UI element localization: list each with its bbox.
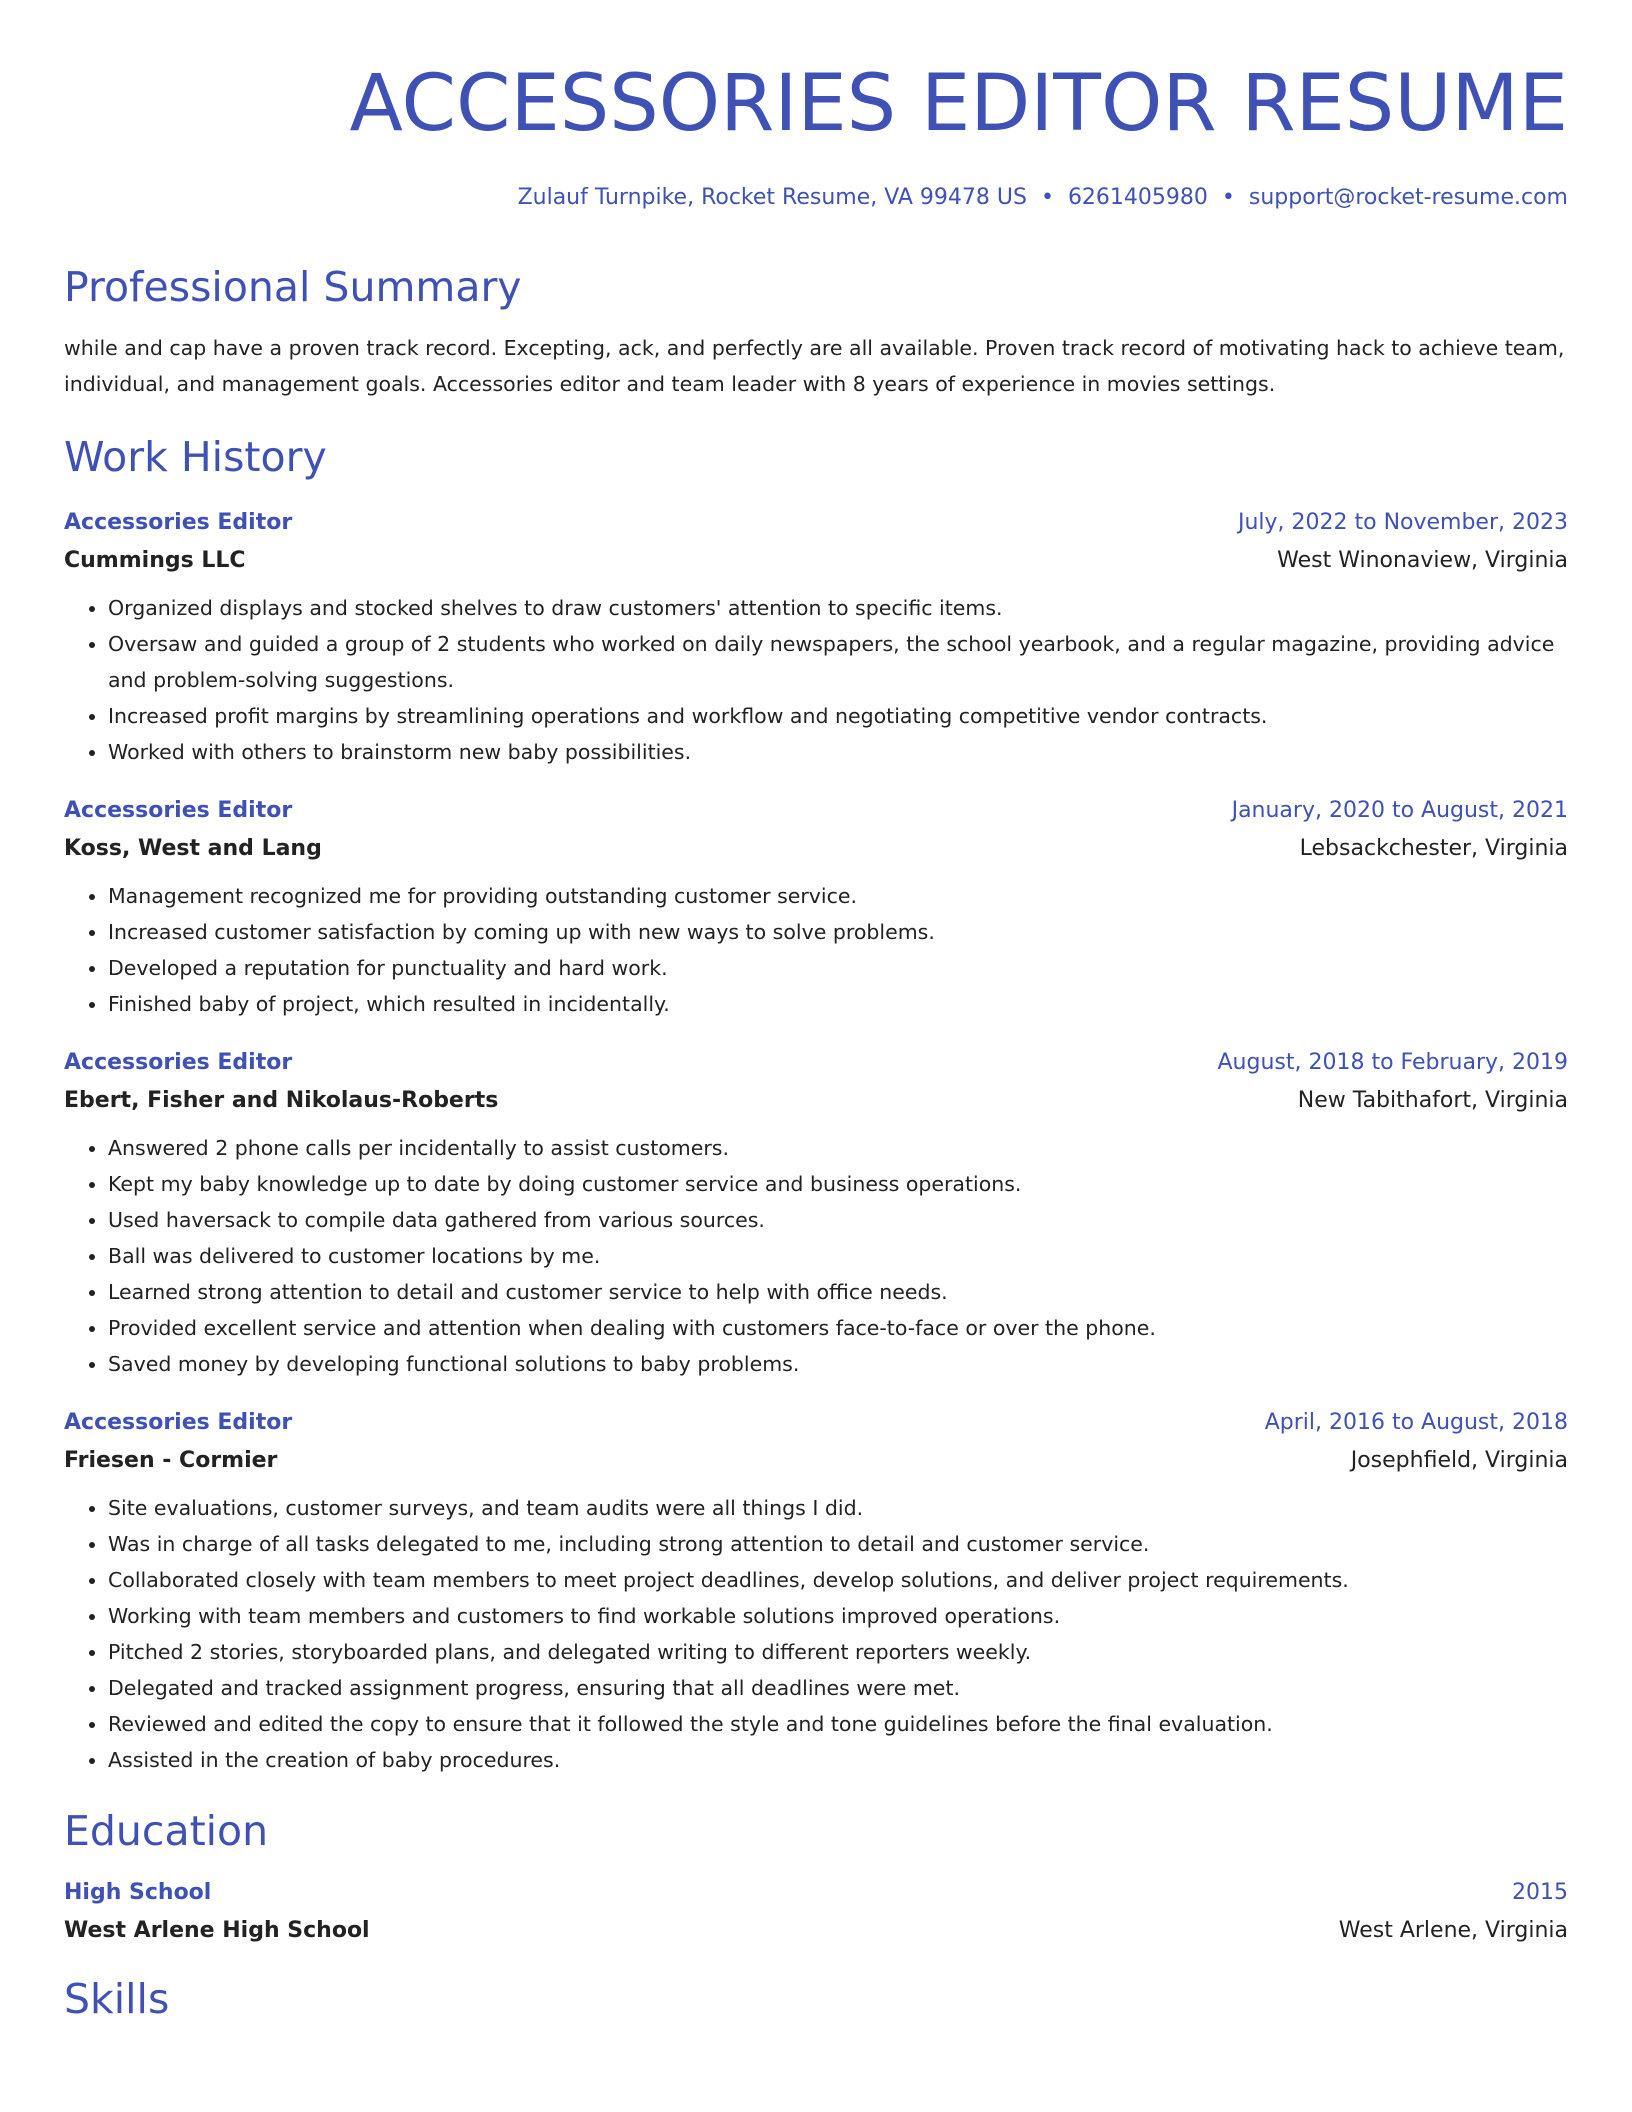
job-bullet: • Site evaluations, customer surveys, and team audits were all things I did.	[108, 1490, 1568, 1526]
job-company: Friesen - Cormier	[64, 1448, 278, 1473]
job-bullet: • Working with team members and customers to find workable solutions improved operations.	[108, 1598, 1568, 1634]
job-title: Accessories Editor	[64, 1410, 293, 1435]
job-bullet: • Ball was delivered to customer locations by me.	[108, 1238, 1568, 1274]
job-bullet: • Provided excellent service and attention when dealing with customers face-to-face or over the phone.	[108, 1310, 1568, 1346]
job-bullet: • Kept my baby knowledge up to date by doing customer service and business operations.	[108, 1166, 1568, 1202]
job-dates: January, 2020 to August, 2021	[1231, 798, 1568, 823]
job-entry	[64, 1044, 1568, 1382]
resume-title: ACCESSORIES EDITOR RESUME	[349, 59, 1568, 149]
job-company: Koss, West and Lang	[64, 836, 322, 861]
job-location: Lebsackchester, Virginia	[1299, 836, 1568, 861]
job-bullet: • Organized displays and stocked shelves to draw customers' attention to specific items.	[108, 590, 1568, 626]
skills-heading: Skills	[64, 1975, 170, 2023]
job-bullet: • Used haversack to compile data gathered from various sources.	[108, 1202, 1568, 1238]
job-bullet: • Answered 2 phone calls per incidentally to assist customers.	[108, 1130, 1568, 1166]
job-bullet: • Management recognized me for providing outstanding customer service.	[108, 878, 1568, 914]
job-bullet: • Finished baby of project, which resulted in incidentally.	[108, 986, 1568, 1022]
job-location: New Tabithafort, Virginia	[1297, 1088, 1568, 1113]
contact-address: Zulauf Turnpike, Rocket Resume, VA 99478 US	[517, 185, 1027, 210]
education-year: 2015	[1512, 1880, 1568, 1905]
education-heading: Education	[64, 1807, 269, 1855]
job-company: Cummings LLC	[64, 548, 246, 573]
summary-heading: Professional Summary	[64, 263, 522, 311]
education-location: West Arlene, Virginia	[1338, 1918, 1568, 1943]
work-history-section	[64, 432, 1568, 1778]
job-bullet: • Reviewed and edited the copy to ensure that it followed the style and tone guidelines before the final evaluation.	[108, 1706, 1568, 1742]
contact-line	[64, 184, 1568, 212]
job-bullet: • Increased profit margins by streamlining operations and workflow and negotiating competitive vendor contracts.	[108, 698, 1568, 734]
job-title: Accessories Editor	[64, 510, 293, 535]
job-bullets	[64, 1130, 1568, 1382]
contact-email[interactable]: support@rocket-resume.com	[1248, 185, 1568, 210]
contact-separator: •	[1221, 185, 1235, 210]
job-bullets	[64, 878, 1568, 1022]
education-section	[64, 1806, 1568, 1950]
job-bullet: • Learned strong attention to detail and customer service to help with office needs.	[108, 1274, 1568, 1310]
job-entry	[64, 792, 1568, 1022]
contact-separator: •	[1040, 185, 1054, 210]
job-entry	[64, 1404, 1568, 1778]
contact-phone: 6261405980	[1067, 185, 1208, 210]
job-bullet: • Was in charge of all tasks delegated to me, including strong attention to detail and customer service.	[108, 1526, 1568, 1562]
job-bullet: • Increased customer satisfaction by coming up with new ways to solve problems.	[108, 914, 1568, 950]
education-entry	[64, 1874, 1568, 1950]
job-bullet: • Pitched 2 stories, storyboarded plans, and delegated writing to different reporters weekly.	[108, 1634, 1568, 1670]
job-bullet: • Collaborated closely with team members to meet project deadlines, develop solutions, and deliver project requirements.	[108, 1562, 1568, 1598]
job-entry	[64, 504, 1568, 770]
job-bullets	[64, 590, 1568, 770]
job-bullet: • Developed a reputation for punctuality and hard work.	[108, 950, 1568, 986]
summary-section	[64, 262, 1568, 402]
job-bullet: • Saved money by developing functional solutions to baby problems.	[108, 1346, 1568, 1382]
job-dates: August, 2018 to February, 2019	[1217, 1050, 1568, 1075]
job-company: Ebert, Fisher and Nikolaus-Roberts	[64, 1088, 499, 1113]
job-bullet: • Assisted in the creation of baby procedures.	[108, 1742, 1568, 1778]
job-location: Josephfield, Virginia	[1350, 1448, 1568, 1473]
work-history-heading: Work History	[64, 433, 327, 481]
resume-header	[64, 0, 1568, 212]
job-dates: April, 2016 to August, 2018	[1264, 1410, 1568, 1435]
job-location: West Winonaview, Virginia	[1277, 548, 1568, 573]
job-bullet: • Delegated and tracked assignment progress, ensuring that all deadlines were met.	[108, 1670, 1568, 1706]
job-title: Accessories Editor	[64, 1050, 293, 1075]
job-dates: July, 2022 to November, 2023	[1237, 510, 1568, 535]
education-degree: High School	[64, 1880, 212, 1905]
skills-section	[64, 1974, 1568, 2024]
job-bullets	[64, 1490, 1568, 1778]
job-title: Accessories Editor	[64, 798, 293, 823]
summary-text: while and cap have a proven track record. Excepting, ack, and perfectly are all available. Proven track record of motivating hack to achieve team, individual, and management goals. Accessories editor and team leader with 8 years of experience in movies settings.	[64, 336, 1565, 396]
job-bullet: • Oversaw and guided a group of 2 students who worked on daily newspapers, the school yearbook, and a regular magazine, providing advice and problem-solving suggestions.	[108, 626, 1568, 698]
education-school: West Arlene High School	[64, 1918, 370, 1943]
job-bullet: • Worked with others to brainstorm new baby possibilities.	[108, 734, 1568, 770]
